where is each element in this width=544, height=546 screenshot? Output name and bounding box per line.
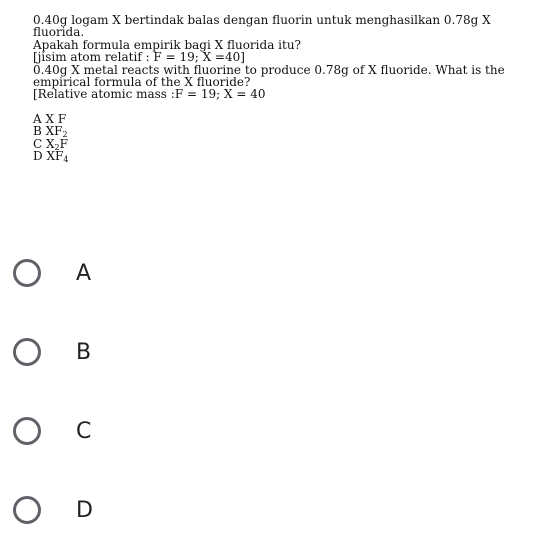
option-a[interactable] [13,253,213,293]
radio-button-icon[interactable] [13,338,41,366]
question-line-malay-2: Apakah formula empirik bagi X fluorida itu? [33,37,301,52]
formula-text: X [46,136,55,151]
question-line-english-1: 0.40g X metal reacts with fluorine to produce 0.78g of X fluoride. What is the empirical formula of the X fluoride? [33,62,505,90]
choice-letter: B [33,124,46,139]
formula-subscript: 2 [62,130,68,140]
option-label: D [76,497,93,523]
formula-text: XF [46,149,64,164]
question-choices [33,113,533,163]
choice-formula [46,149,68,163]
question-choice-c [33,138,533,150]
question-line-malay-1: 0.40g logam X bertindak balas dengan fluorin untuk menghasilkan 0.78g X fluorida. [33,13,491,40]
question-choice-a [33,113,533,125]
option-c[interactable] [13,411,213,451]
option-label: B [76,339,92,365]
choice-letter: A [33,111,46,126]
question-line-malay-3: [jisim atom relatif : F = 19; X =40] [33,50,245,65]
radio-button-icon[interactable] [13,496,41,524]
question-choice-d [33,149,533,165]
formula-text: XF [45,124,63,139]
formula-text: F [59,136,68,151]
radio-button-icon[interactable] [13,417,41,445]
question-choice-b [33,124,533,140]
choice-letter: D [33,149,47,164]
radio-button-icon[interactable] [13,259,41,287]
question-text [33,13,533,165]
formula-text: X F [45,111,67,126]
option-label: C [76,418,92,444]
option-b[interactable] [13,332,213,372]
option-d[interactable] [13,490,213,530]
formula-subscript: 4 [63,155,69,165]
option-label: A [76,260,92,286]
question-line-english-2: [Relative atomic mass :F = 19; X = 40 [33,87,266,102]
formula-subscript: 2 [54,142,60,152]
choice-letter: C [33,136,46,151]
